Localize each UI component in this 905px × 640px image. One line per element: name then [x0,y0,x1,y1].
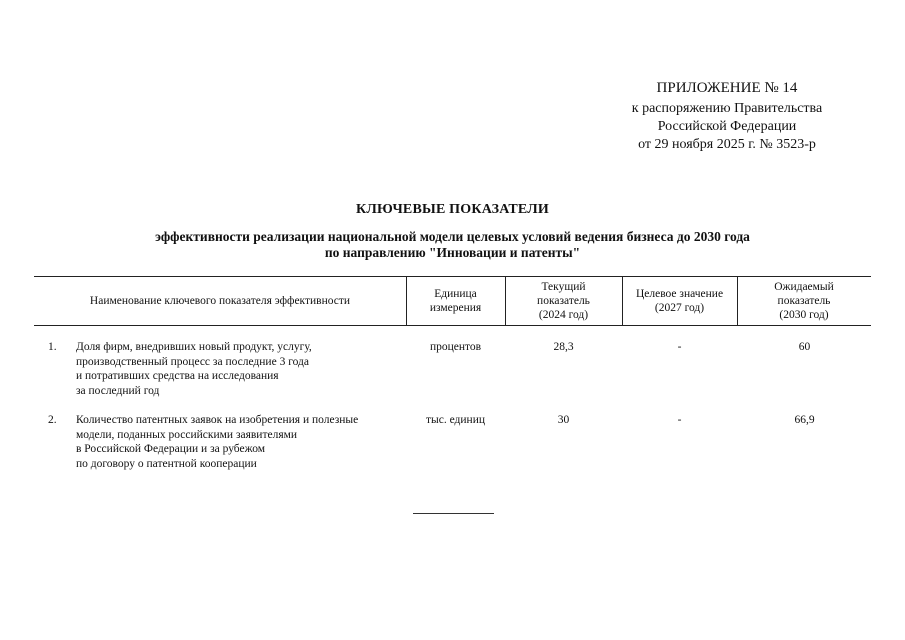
row-number: 2. [48,414,57,426]
header-name-label: Наименование ключевого показателя эффективности [89,294,351,307]
appendix-line: Российской Федерации [657,119,797,134]
indicator-name-line: Доля фирм, внедривших новый продукт, услугу, [76,341,312,353]
indicator-name-line: по договору о патентной кооперации [76,457,257,470]
row-target-value: - [677,414,682,426]
row-expected-value: 60 [798,341,811,353]
indicator-name-line: Количество патентных заявок на изобретения и полезные [76,414,359,426]
indicator-name-line: в Российской Федерации и за рубежом [76,443,266,455]
header-current [505,276,622,325]
appendix-number: ПРИЛОЖЕНИЕ № 14 [656,80,798,96]
header-current-line: показатель [537,294,590,307]
header-expected-line: Ожидаемый [774,280,834,293]
row-indicator-name [76,340,406,398]
header-expected-line: показатель [777,294,831,307]
document-subtitle [0,229,905,261]
header-current-line: (2024 год) [538,308,589,321]
document-title: КЛЮЧЕВЫЕ ПОКАЗАТЕЛИ [356,202,549,217]
header-target [622,276,737,325]
row-expected-value: 66,9 [794,414,815,426]
row-unit: тыс. единиц [425,414,486,426]
row-current-value: 28,3 [553,341,574,353]
indicator-name-line: модели, поданных российскими заявителями [76,428,298,441]
indicator-name-line: и потративших средства на исследования [76,370,279,382]
indicator-name-line: за последний год [76,384,160,397]
row-current-value: 30 [557,414,570,426]
row-indicator-name [76,413,406,471]
header-unit [406,276,505,325]
header-expected [737,276,871,325]
appendix-block [597,79,857,154]
row-unit: процентов [429,341,482,353]
subtitle-line: эффективности реализации национальной модели целевых условий ведения бизнеса до 2030 года [155,229,750,244]
row-number: 1. [48,341,57,353]
header-target-line: (2027 год) [654,301,705,314]
header-name [34,276,406,325]
row-target-value: - [677,341,682,353]
header-target-line: Целевое значение [635,287,724,300]
appendix-line: к распоряжению Правительства [631,101,823,116]
header-current-line: Текущий [541,280,586,293]
header-unit-line: измерения [429,301,482,314]
header-bottom-border [34,325,871,326]
end-of-document-line [413,513,494,514]
subtitle-line: по направлению "Инновации и патенты" [324,245,581,260]
header-unit-line: Единица [434,287,477,300]
appendix-line: от 29 ноября 2025 г. № 3523-р [638,137,816,152]
header-expected-line: (2030 год) [779,308,829,321]
indicator-name-line: производственный процесс за последние 3 года [76,355,309,368]
